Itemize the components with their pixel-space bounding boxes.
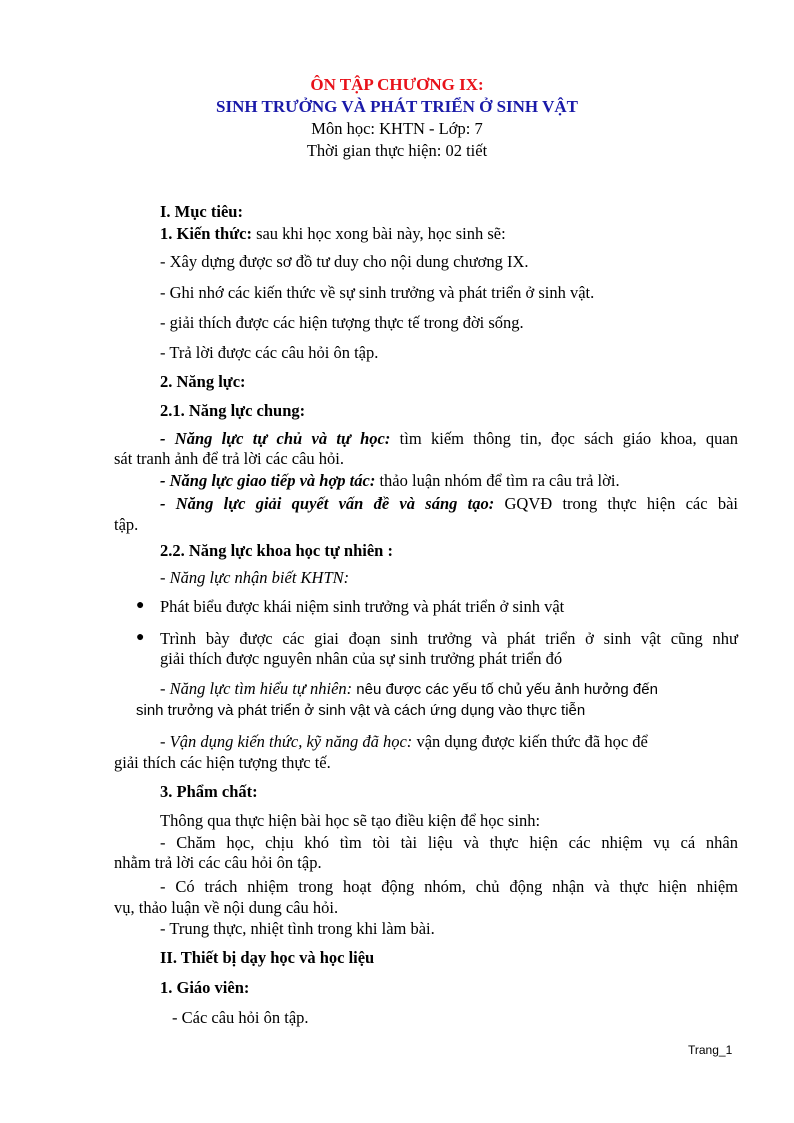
explore-line: - Năng lực tìm hiểu tự nhiên: nêu được các yếu tố chủ yếu ảnh hưởng đến: [160, 679, 658, 698]
teacher-heading: 1. Giáo viên:: [160, 978, 250, 997]
apply-line-cont: giải thích các hiện tượng thực tế.: [114, 753, 331, 772]
competency-problem-solving: - Năng lực giải quyết vấn đề và sáng tạo: GQVĐ trong thực hiện các bài: [160, 494, 738, 513]
duration-line: Thời gian thực hiện: 02 tiết: [306, 141, 488, 160]
recognize-label: - Năng lực nhận biết KHTN:: [160, 568, 350, 587]
general-competency-heading: 2.1. Năng lực chung:: [160, 401, 306, 420]
bullet-item: Phát biểu được khái niệm sinh trưởng và phát triển ở sinh vật: [160, 597, 565, 616]
subject-line: Môn học: KHTN - Lớp: 7: [311, 119, 483, 138]
bullet-dot: ●: [136, 630, 145, 645]
title-chapter: ÔN TẬP CHƯƠNG IX:: [310, 75, 484, 94]
teacher-item: - Các câu hỏi ôn tập.: [172, 1008, 309, 1027]
apply-line: - Vận dụng kiến thức, kỹ năng đã học: vận dụng được kiến thức đã học để: [160, 732, 648, 751]
quality-item-cont: nhằm trả lời các câu hỏi ôn tập.: [114, 853, 322, 872]
knowledge-item: - Xây dựng được sơ đồ tư duy cho nội dung chương IX.: [160, 252, 529, 271]
knowledge-item: - Trả lời được các câu hỏi ôn tập.: [160, 343, 379, 362]
bullet-item-cont: giải thích được nguyên nhân của sự sinh trưởng phát triển đó: [160, 649, 563, 668]
quality-item-cont: vụ, thảo luận về nội dung câu hỏi.: [114, 898, 339, 917]
explore-line-cont: sinh trưởng và phát triển ở sinh vật và cách ứng dụng vào thực tiễn: [136, 702, 586, 719]
bullet-dot: ●: [136, 598, 145, 613]
science-competency-heading: 2.2. Năng lực khoa học tự nhiên :: [160, 541, 393, 560]
quality-intro: Thông qua thực hiện bài học sẽ tạo điều kiện để học sinh:: [160, 811, 541, 830]
knowledge-item: - giải thích được các hiện tượng thực tế trong đời sống.: [160, 313, 524, 332]
knowledge-line: 1. Kiến thức: sau khi học xong bài này, học sinh sẽ:: [160, 224, 506, 243]
competency-heading: 2. Năng lực:: [160, 372, 246, 391]
competency-communication: - Năng lực giao tiếp và hợp tác: thảo luận nhóm để tìm ra câu trả lời.: [160, 471, 620, 490]
section-objectives-heading: I. Mục tiêu:: [160, 202, 243, 221]
bullet-item: Trình bày được các giai đoạn sinh trưởng và phát triển ở sinh vật cũng như: [160, 629, 738, 648]
page-number: Trang_1: [688, 1043, 733, 1057]
quality-item: - Chăm học, chịu khó tìm tòi tài liệu và thực hiện các nhiệm vụ cá nhân: [160, 833, 738, 852]
section-equipment-heading: II. Thiết bị dạy học và học liệu: [160, 948, 375, 967]
knowledge-item: - Ghi nhớ các kiến thức về sự sinh trưởng và phát triển ở sinh vật.: [160, 283, 595, 302]
quality-item: - Trung thực, nhiệt tình trong khi làm bài.: [160, 919, 435, 938]
competency-self-study-cont: sát tranh ảnh để trả lời các câu hỏi.: [114, 449, 345, 468]
competency-self-study: - Năng lực tự chủ và tự học: tìm kiếm thông tin, đọc sách giáo khoa, quan: [160, 429, 738, 448]
title-topic: SINH TRƯỞNG VÀ PHÁT TRIỂN Ở SINH VẬT: [216, 97, 578, 116]
competency-problem-solving-cont: tập.: [114, 515, 139, 534]
quality-heading: 3. Phẩm chất:: [160, 782, 258, 801]
quality-item: - Có trách nhiệm trong hoạt động nhóm, chủ động nhận và thực hiện nhiệm: [160, 877, 738, 896]
